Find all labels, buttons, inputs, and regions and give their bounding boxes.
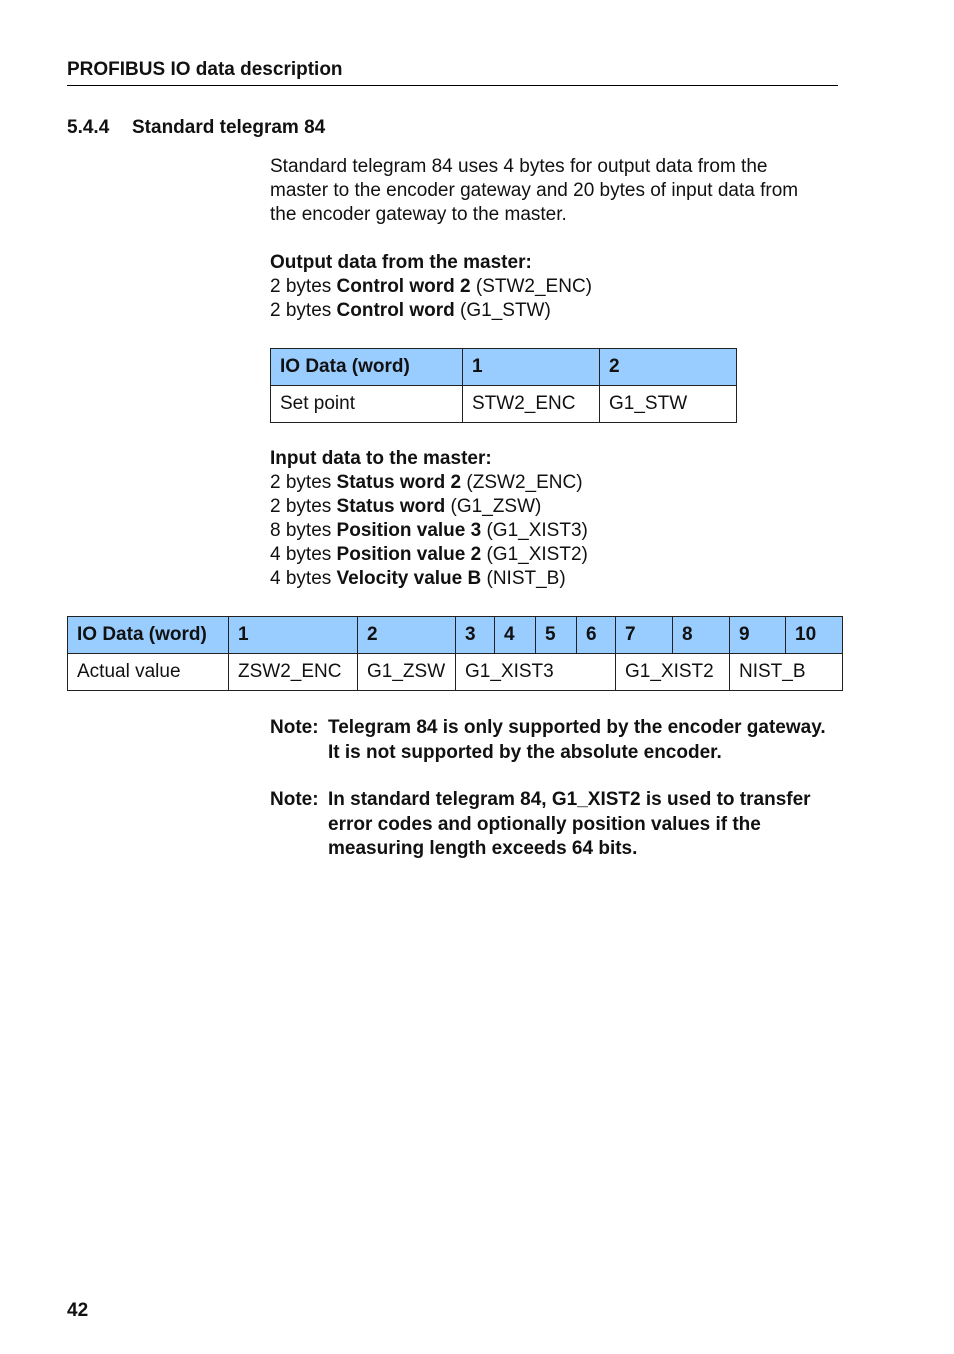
table-header-cell: 8 (673, 617, 730, 654)
table-header-cell: 2 (358, 617, 456, 654)
section-heading (67, 116, 325, 140)
table-cell: G1_ZSW (358, 654, 456, 691)
note-text (328, 788, 838, 862)
running-header-title: PROFIBUS IO data description (67, 59, 343, 80)
item-name: Velocity value B (336, 568, 482, 589)
item-suffix: (G1_STW) (454, 300, 551, 321)
output-io-table (270, 348, 737, 423)
table-header-cell: IO Data (word) (68, 617, 229, 654)
item-name: Position value 3 (336, 520, 482, 541)
intro-line: Standard telegram 84 uses 4 bytes for output data from the (270, 156, 768, 177)
item-prefix: 2 bytes (270, 300, 337, 321)
note-line: In standard telegram 84, G1_XIST2 is used to transfer (328, 789, 811, 810)
running-header (67, 58, 838, 86)
page-number: 42 (67, 1300, 89, 1321)
table-cell: ZSW2_ENC (229, 654, 358, 691)
output-heading: Output data from the master: (270, 252, 532, 273)
note-text (328, 716, 838, 765)
table-cell: Set point (271, 386, 463, 423)
table-header-cell: 7 (616, 617, 673, 654)
table-header-cell: 9 (730, 617, 786, 654)
table-header-cell: 6 (577, 617, 616, 654)
intro-line: the encoder gateway to the master. (270, 204, 567, 225)
table-row (271, 386, 737, 423)
table-header-cell: 3 (456, 617, 495, 654)
table-cell: G1_STW (600, 386, 737, 423)
table-header-row (271, 349, 737, 386)
table-header-cell: 5 (536, 617, 577, 654)
table-cell: NIST_B (730, 654, 843, 691)
output-item (270, 275, 592, 299)
item-suffix: (G1_XIST2) (481, 544, 588, 565)
output-item (270, 299, 592, 323)
note-line: measuring length exceeds 64 bits. (328, 838, 638, 859)
item-suffix: (STW2_ENC) (470, 276, 593, 297)
table-cell: G1_XIST3 (456, 654, 616, 691)
item-name: Status word 2 (336, 472, 462, 493)
intro-paragraph (270, 155, 830, 227)
input-item (270, 567, 588, 591)
item-suffix: (NIST_B) (481, 568, 566, 589)
input-item (270, 543, 588, 567)
input-data-block (270, 447, 588, 591)
item-prefix: 2 bytes (270, 496, 337, 517)
note (270, 788, 838, 862)
item-suffix: (ZSW2_ENC) (461, 472, 583, 493)
item-suffix: (G1_ZSW) (445, 496, 542, 517)
section-number: 5.4.4 (67, 117, 110, 138)
input-item (270, 471, 588, 495)
table-header-cell: 10 (786, 617, 843, 654)
table-cell: STW2_ENC (463, 386, 600, 423)
intro-line: master to the encoder gateway and 20 bytes of input data from (270, 180, 799, 201)
section-title: Standard telegram 84 (132, 117, 326, 138)
note-line: Telegram 84 is only supported by the encoder gateway. (328, 717, 826, 738)
note-line: It is not supported by the absolute encoder. (328, 741, 722, 763)
table-header-cell: 2 (600, 349, 737, 386)
input-item (270, 495, 588, 519)
note-label: Note: (270, 717, 319, 738)
item-prefix: 8 bytes (270, 520, 337, 541)
item-name: Control word (336, 300, 455, 321)
item-name: Status word (336, 496, 446, 517)
note-line: error codes and optionally position values if the (328, 813, 761, 835)
item-prefix: 4 bytes (270, 568, 337, 589)
item-prefix: 4 bytes (270, 544, 337, 565)
input-io-table (67, 616, 843, 691)
input-item (270, 519, 588, 543)
table-header-cell: 1 (463, 349, 600, 386)
table-header-cell: 4 (495, 617, 536, 654)
table-header-cell: IO Data (word) (271, 349, 463, 386)
table-header-cell: 1 (229, 617, 358, 654)
note-label: Note: (270, 789, 319, 810)
item-suffix: (G1_XIST3) (481, 520, 588, 541)
table-header-row (68, 617, 843, 654)
item-prefix: 2 bytes (270, 276, 337, 297)
input-heading: Input data to the master: (270, 448, 492, 469)
table-row (68, 654, 843, 691)
note (270, 716, 838, 765)
item-prefix: 2 bytes (270, 472, 337, 493)
output-data-block (270, 251, 592, 323)
item-name: Control word 2 (336, 276, 471, 297)
table-cell: Actual value (68, 654, 229, 691)
item-name: Position value 2 (336, 544, 482, 565)
table-cell: G1_XIST2 (616, 654, 730, 691)
